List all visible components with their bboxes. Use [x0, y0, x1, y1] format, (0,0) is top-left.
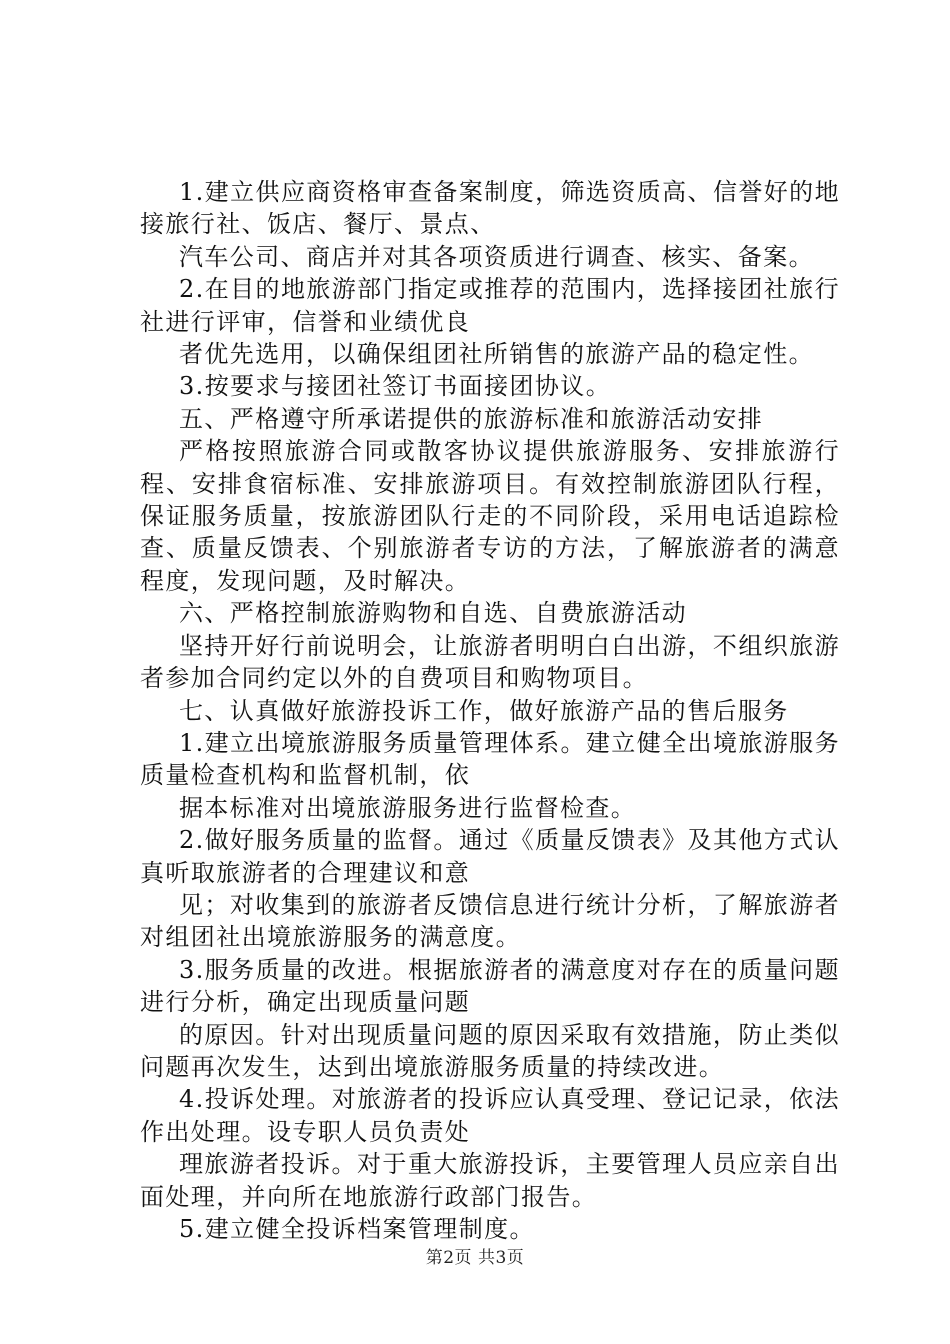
paragraph-complaint-2: 2.做好服务质量的监督。通过《质量反馈表》及其他方式认真听取旅游者的合理建议和意	[140, 826, 840, 887]
paragraph-complaint-1: 1.建立出境旅游服务质量管理体系。建立健全出境旅游服务质量检查机构和监督机制，依	[140, 728, 840, 790]
paragraph-supplier-2: 2.在目的地旅游部门指定或推荐的范围内，选择接团社旅行社进行评审，信誉和业绩优良	[140, 275, 840, 336]
paragraph-supplier-3: 3.按要求与接团社签订书面接团协议。	[179, 372, 612, 401]
paragraph-complaint-4-cont: 理旅游者投诉。对于重大旅游投诉，主要管理人员应亲自出面处理，并向所在地旅游行政部门报告。	[140, 1150, 840, 1211]
paragraph-complaint-4: 4.投诉处理。对旅游者的投诉应认真受理、登记记录，依法作出处理。设专职人员负责处	[140, 1085, 840, 1146]
paragraph-complaint-3: 3.服务质量的改进。根据旅游者的满意度对存在的质量问题进行分析，确定出现质量问题	[140, 955, 840, 1017]
paragraph-complaint-5: 5.建立健全投诉档案管理制度。	[179, 1215, 535, 1243]
paragraph-section-5-body: 严格按照旅游合同或散客协议提供旅游服务、安排旅游行程、安排食宿标准、安排旅游项目。有效控制旅游团队行程，保证服务质量，按旅游团队行走的不同阶段，采用电话追踪检查、质量反馈表、个别旅游者专访的方法，了解旅游者的满意程度，发现问题，及时解决。	[140, 437, 840, 595]
section-heading-5: 五、严格遵守所承诺提供的旅游标准和旅游活动安排	[179, 404, 764, 433]
paragraph-supplier-1: 1.建立供应商资格审查备案制度，筛选资质高、信誉好的地接旅行社、饭店、餐厅、景点、	[140, 178, 840, 239]
paragraph-complaint-2-cont: 见；对收集到的旅游者反馈信息进行统计分析，了解旅游者对组团社出境旅游服务的满意度。	[140, 890, 840, 952]
paragraph-supplier-2-cont: 者优先选用，以确保组团社所销售的旅游产品的稳定性。	[179, 340, 814, 369]
section-heading-7: 七、认真做好旅游投诉工作，做好旅游产品的售后服务	[179, 696, 789, 725]
document-body	[140, 176, 840, 1245]
page-number-footer: 第2页 共3页	[425, 1248, 525, 1268]
paragraph-section-6-body: 坚持开好行前说明会，让旅游者明明白白出游，不组织旅游者参加合同约定以外的自费项目和购物项目。	[140, 631, 840, 693]
paragraph-complaint-3-cont: 的原因。针对出现质量问题的原因采取有效措施，防止类似问题再次发生，达到出境旅游服务质量的持续改进。	[140, 1020, 840, 1081]
paragraph-complaint-1-cont: 据本标准对出境旅游服务进行监督检查。	[179, 793, 637, 822]
section-heading-6: 六、严格控制旅游购物和自选、自费旅游活动	[179, 599, 687, 628]
paragraph-supplier-1-cont: 汽车公司、商店并对其各项资质进行调查、核实、备案。	[179, 242, 814, 271]
